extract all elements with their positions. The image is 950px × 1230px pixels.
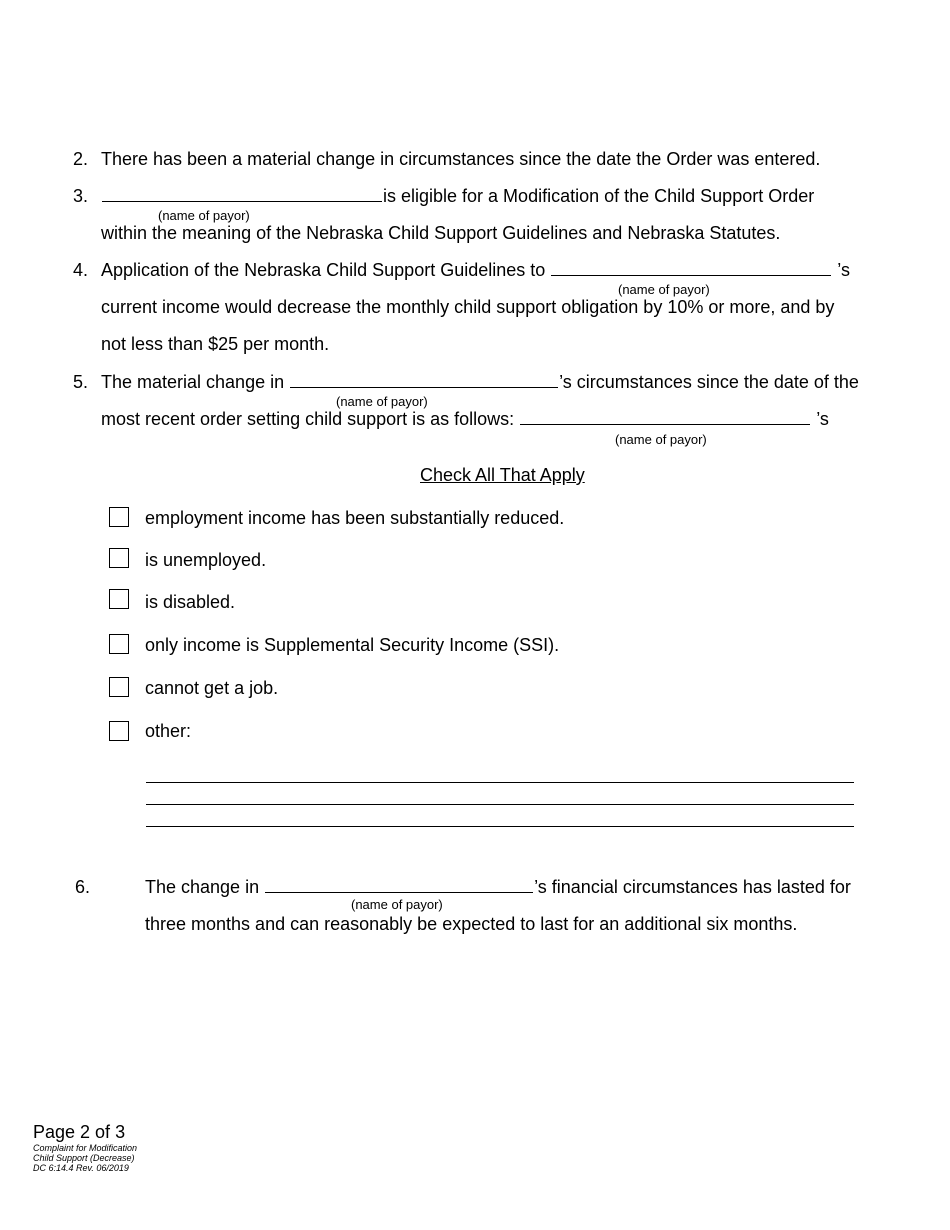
item-6-text-a: The change in: [145, 877, 260, 897]
form-title: Complaint for Modification: [33, 1143, 138, 1153]
payor-name-blank[interactable]: [265, 876, 533, 893]
item-4-text-c: not less than $25 per month.: [101, 334, 330, 354]
item-4-suffix: ’s: [837, 260, 850, 280]
item-5-caption-1: (name of payor): [336, 394, 428, 409]
other-write-line[interactable]: [146, 804, 854, 805]
checkbox-no-job[interactable]: [109, 677, 129, 697]
check-all-heading: Check All That Apply: [420, 465, 585, 485]
checkbox-label: other:: [145, 721, 192, 741]
item-4-number: 4.: [73, 260, 89, 280]
item-5-text-a2: ’s circumstances since the date of the: [559, 372, 859, 392]
item-4-text-a: Application of the Nebraska Child Support Guidelines to: [101, 260, 546, 280]
item-4-caption: (name of payor): [618, 282, 710, 297]
form-code: DC 6:14.4 Rev. 06/2019: [33, 1163, 129, 1173]
payor-name-blank[interactable]: [102, 185, 382, 202]
item-2-text: There has been a material change in circumstances since the date the Order was entered.: [101, 149, 821, 169]
item-5-text-b: most recent order setting child support is as follows:: [101, 409, 515, 429]
item-6-line-1: [145, 876, 851, 898]
item-5-line-2: [101, 408, 829, 430]
form-subtitle: Child Support (Decrease): [33, 1153, 135, 1163]
checkbox-ssi-only[interactable]: [109, 634, 129, 654]
item-3-line-1: [101, 185, 814, 207]
item-3-text-b: within the meaning of the Nebraska Child Support Guidelines and Nebraska Statutes.: [101, 223, 781, 243]
other-write-line[interactable]: [146, 782, 854, 783]
checkbox-label: cannot get a job.: [145, 678, 279, 698]
checkbox-income-reduced[interactable]: [109, 507, 129, 527]
checkbox-disabled[interactable]: [109, 589, 129, 609]
item-2-number: 2.: [73, 149, 89, 169]
other-write-line[interactable]: [146, 826, 854, 827]
page-number: Page 2 of 3: [33, 1122, 126, 1142]
checkbox-label: is unemployed.: [145, 550, 267, 570]
item-6-text-b: three months and can reasonably be expected to last for an additional six months.: [145, 914, 798, 934]
item-5-text-a: The material change in: [101, 372, 285, 392]
checkbox-label: only income is Supplemental Security Income (SSI).: [145, 635, 560, 655]
item-5-line-1: [101, 371, 859, 393]
payor-name-blank[interactable]: [520, 408, 810, 425]
item-6-caption: (name of payor): [351, 897, 443, 912]
checkbox-label: is disabled.: [145, 592, 236, 612]
checkbox-other[interactable]: [109, 721, 129, 741]
item-5-number: 5.: [73, 372, 89, 392]
item-3-text-a: is eligible for a Modification of the Child Support Order: [383, 186, 815, 206]
checkbox-unemployed[interactable]: [109, 548, 129, 568]
item-4-line-1: [101, 259, 850, 281]
item-6-text-a2: ’s financial circumstances has lasted for: [534, 877, 851, 897]
item-3-number: 3.: [73, 186, 89, 206]
item-3-caption: (name of payor): [158, 208, 250, 223]
item-6-number: 6.: [75, 877, 91, 897]
item-4-text-b: current income would decrease the monthly child support obligation by 10% or more, and by: [101, 297, 835, 317]
item-5-caption-2: (name of payor): [615, 432, 707, 447]
item-5-suffix: ’s: [816, 409, 829, 429]
payor-name-blank[interactable]: [290, 371, 558, 388]
payor-name-blank[interactable]: [551, 259, 831, 276]
checkbox-label: employment income has been substantially reduced.: [145, 508, 565, 528]
